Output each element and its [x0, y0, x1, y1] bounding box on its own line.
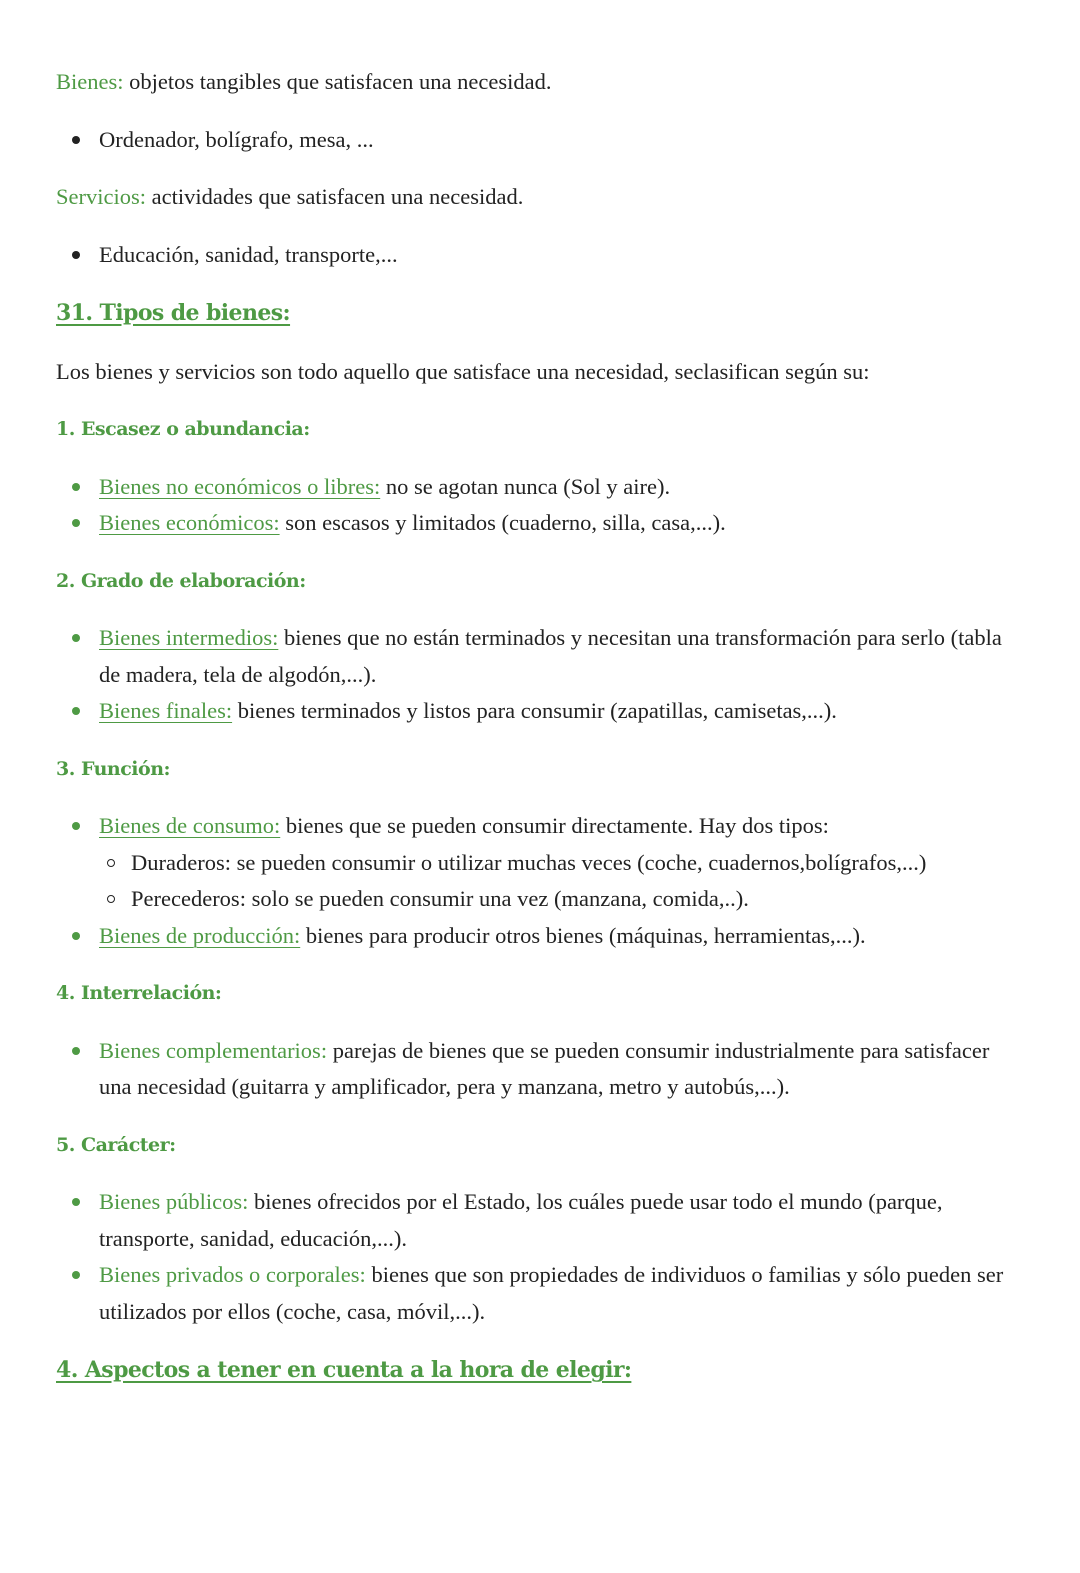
item-text: bienes terminados y listos para consumir (zapatillas, camisetas,...).	[232, 698, 837, 723]
servicios-definition	[56, 179, 1026, 216]
item-text: Duraderos: se pueden consumir o utilizar muchas veces (coche, cuadernos,bolígrafos,...)	[131, 849, 927, 875]
caracter-heading: 5. Carácter:	[56, 1133, 176, 1156]
bienes-intermedios-link[interactable]: Bienes intermedios:	[99, 625, 279, 650]
bullet-icon	[72, 483, 80, 491]
item-text: parejas de bienes que se pueden consumir industrialmente para satisfacer una necesidad (guitarra y amplificador, pera y manzana, metro y autobús,...).	[99, 1037, 990, 1099]
bullet-icon	[72, 519, 80, 527]
item-text: bienes que no están terminados y necesitan una transformación para serlo (tabla de madera, tela de algodón,...).	[99, 625, 1002, 687]
grado-heading: 2. Grado de elaboración:	[56, 569, 306, 592]
funcion-list	[56, 808, 1026, 954]
bienes-example-text: Ordenador, bolígrafo, mesa, ...	[99, 126, 374, 152]
interrelacion-heading: 4. Interrelación:	[56, 982, 222, 1004]
bullet-icon	[72, 932, 80, 940]
section-4-heading: 4. Aspectos a tener en cuenta a la hora de elegir:	[56, 1357, 632, 1383]
bullet-icon	[72, 1271, 80, 1279]
caracter-list	[56, 1184, 1026, 1330]
bienes-no-economicos-link[interactable]: Bienes no económicos o libres:	[99, 473, 381, 499]
bienes-term: Bienes:	[56, 69, 124, 94]
bullet-icon	[72, 251, 80, 259]
list-item	[99, 693, 1026, 730]
servicios-example-list	[56, 237, 1026, 274]
funcion-heading: 3. Función:	[56, 757, 171, 780]
bullet-icon	[72, 634, 80, 642]
list-item	[131, 881, 1026, 918]
item-text: bienes que son propiedades de individuos o familias y sólo pueden ser utilizados por ellos (coche, casa, móvil,...).	[99, 1262, 1004, 1324]
bienes-complementarios-term: Bienes complementarios:	[99, 1037, 328, 1063]
bullet-icon	[72, 1047, 80, 1055]
bullet-icon	[72, 1198, 80, 1206]
list-item	[99, 122, 1026, 159]
list-item	[99, 918, 1026, 955]
item-text: Perecederos: solo se pueden consumir una vez (manzana, comida,..).	[131, 886, 749, 911]
list-item	[99, 1257, 1026, 1330]
list-item	[99, 505, 1026, 542]
servicios-def-text: actividades que satisfacen una necesidad.	[146, 184, 524, 209]
bienes-economicos-link[interactable]: Bienes económicos:	[99, 510, 280, 535]
consumo-sublist	[99, 845, 1026, 918]
bullet-icon	[72, 707, 80, 715]
circle-bullet-icon	[107, 895, 115, 903]
list-item	[99, 1033, 1026, 1106]
list-item	[99, 237, 1026, 274]
document-page	[56, 64, 1026, 1389]
servicios-example-text: Educación, sanidad, transporte,...	[99, 241, 398, 267]
grado-list	[56, 620, 1026, 730]
escasez-heading: 1. Escasez o abundancia:	[56, 418, 310, 440]
bienes-de-produccion-link[interactable]: Bienes de producción:	[99, 922, 301, 948]
bienes-example-list	[56, 122, 1026, 159]
section-31-heading: 31. Tipos de bienes:	[56, 300, 291, 326]
bienes-de-consumo-link[interactable]: Bienes de consumo:	[99, 813, 281, 838]
interrelacion-list	[56, 1033, 1026, 1106]
item-text: no se agotan nunca (Sol y aire).	[380, 473, 671, 499]
section-31-paragraph: Los bienes y servicios son todo aquello que satisface una necesidad, seclasifican según su:	[56, 358, 870, 384]
escasez-list	[56, 469, 1026, 542]
item-text: bienes para producir otros bienes (máquinas, herramientas,...).	[300, 922, 866, 948]
bienes-definition	[56, 64, 1026, 101]
list-item	[99, 620, 1026, 693]
list-item	[99, 469, 1026, 506]
servicios-term: Servicios:	[56, 184, 146, 209]
bienes-finales-link[interactable]: Bienes finales:	[99, 698, 233, 723]
item-text: bienes que se pueden consumir directamente. Hay dos tipos:	[280, 813, 829, 838]
item-text: bienes ofrecidos por el Estado, los cuáles puede usar todo el mundo (parque, transporte, sanidad, educación,...).	[99, 1189, 943, 1251]
bienes-def-text: objetos tangibles que satisfacen una necesidad.	[123, 69, 552, 94]
bienes-publicos-term: Bienes públicos:	[99, 1189, 249, 1214]
list-item	[131, 845, 1026, 882]
bienes-privados-term: Bienes privados o corporales:	[99, 1262, 366, 1287]
list-item	[99, 1184, 1026, 1257]
list-item	[99, 808, 1026, 918]
item-text: son escasos y limitados (cuaderno, silla, casa,...).	[279, 510, 726, 535]
circle-bullet-icon	[107, 859, 115, 867]
bullet-icon	[72, 822, 80, 830]
bullet-icon	[72, 136, 80, 144]
